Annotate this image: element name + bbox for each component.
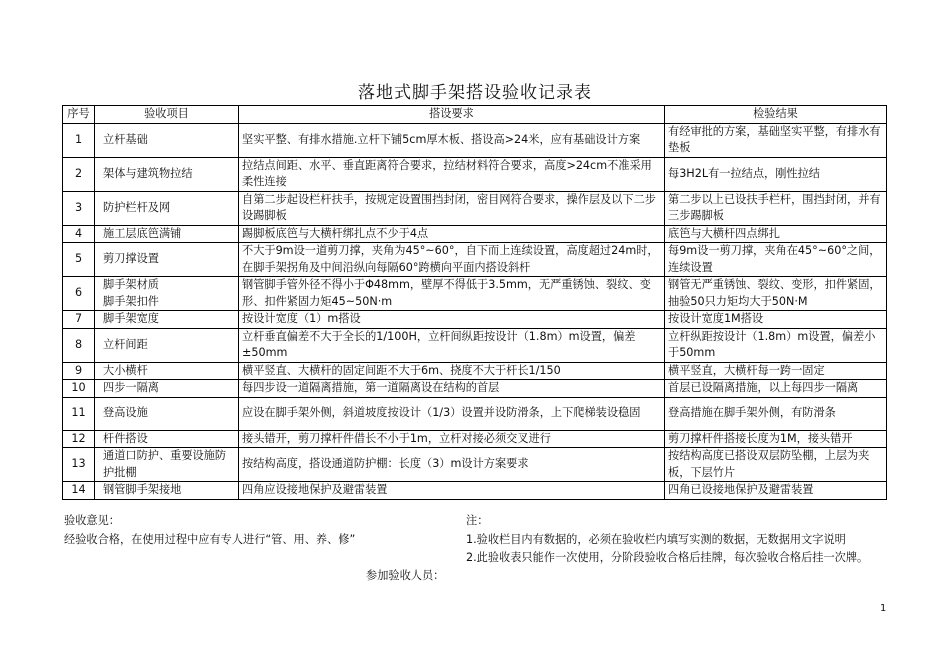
header-requirement: 搭设要求 bbox=[239, 106, 665, 124]
table-header-row bbox=[63, 106, 887, 124]
cell-requirement: 四角应设接地保护及避雷装置 bbox=[239, 482, 665, 500]
cell-requirement: 接头错开，剪刀撑杆件借长不小于1m，立杆对接必须交叉进行 bbox=[239, 430, 665, 448]
opinion-label: 验收意见： bbox=[64, 514, 120, 527]
cell-no: 10 bbox=[63, 380, 95, 398]
cell-requirement: 自第二步起设栏杆扶手，按规定设置围挡封闭，密目网符合要求，操作层及以下二步设踢脚板 bbox=[239, 191, 665, 225]
cell-no: 1 bbox=[63, 123, 95, 157]
cell-result: 按设计宽度1M搭设 bbox=[665, 311, 887, 329]
opinion-section bbox=[64, 512, 454, 549]
cell-requirement: 应设在脚手架外侧，斜道坡度按设计（1/3）设置并设防滑条，上下爬梯装设稳固 bbox=[239, 397, 665, 430]
cell-item: 脚手架材质 脚手架扣件 bbox=[95, 277, 239, 311]
cell-item: 立杆间距 bbox=[95, 328, 239, 362]
cell-result: 四角已设接地保护及避雷装置 bbox=[665, 482, 887, 500]
cell-result: 首层已设隔离措施，以上每四步一隔离 bbox=[665, 380, 887, 398]
cell-no: 7 bbox=[63, 311, 95, 329]
cell-no: 11 bbox=[63, 397, 95, 430]
table-row bbox=[63, 123, 887, 157]
table-row bbox=[63, 311, 887, 329]
cell-item: 钢管脚手架接地 bbox=[95, 482, 239, 500]
cell-result: 按结构高度已搭设双层防坠棚，上层为夹板，下层竹片 bbox=[665, 448, 887, 482]
cell-no: 5 bbox=[63, 243, 95, 277]
table-row bbox=[63, 397, 887, 430]
cell-no: 12 bbox=[63, 430, 95, 448]
cell-requirement: 拉结点间距、水平、垂直距离符合要求，拉结材料符合要求，高度>24cm不准采用柔性连接 bbox=[239, 157, 665, 191]
cell-requirement: 横平竖直、大横杆的固定间距不大于6m、挠度不大于杆长1/150 bbox=[239, 362, 665, 380]
table-row bbox=[63, 328, 887, 362]
note-2: 2.此验收表只能作一次使用，分阶段验收合格后挂牌，每次验收合格后挂一次牌。 bbox=[466, 551, 869, 564]
notes-section bbox=[466, 512, 886, 568]
cell-result: 每9m设一剪刀撑，夹角在45°~60°之间，连续设置 bbox=[665, 243, 887, 277]
cell-requirement: 钢管脚手管外径不得小于Φ48mm，壁厚不得低于3.5mm，无严重锈蚀、裂纹、变形、扣件紧固力矩45~50N·m bbox=[239, 277, 665, 311]
table-row bbox=[63, 448, 887, 482]
table-row bbox=[63, 362, 887, 380]
table-row bbox=[63, 243, 887, 277]
signer-label: 参加验收人员： bbox=[366, 569, 445, 582]
cell-item: 大小横杆 bbox=[95, 362, 239, 380]
page-number: 1 bbox=[880, 603, 887, 614]
cell-result: 有经审批的方案，基础坚实平整，有排水有垫板 bbox=[665, 123, 887, 157]
cell-requirement: 踢脚板底笆与大横杆绑扎点不少于4点 bbox=[239, 225, 665, 243]
cell-no: 2 bbox=[63, 157, 95, 191]
table-row bbox=[63, 191, 887, 225]
cell-requirement: 立杆垂直偏差不大于全长的1/100H，立杆间纵距按设计（1.8m）m设置，偏差±50mm bbox=[239, 328, 665, 362]
cell-result: 登高措施在脚手架外侧，有防滑条 bbox=[665, 397, 887, 430]
cell-result: 底笆与大横杆四点绑扎 bbox=[665, 225, 887, 243]
table-row bbox=[63, 430, 887, 448]
opinion-text: 经验收合格，在使用过程中应有专人进行“管、用、养、修” bbox=[64, 532, 356, 546]
cell-item: 架体与建筑物拉结 bbox=[95, 157, 239, 191]
cell-item: 剪刀撑设置 bbox=[95, 243, 239, 277]
cell-item: 通道口防护、重要设施防护批棚 bbox=[95, 448, 239, 482]
table-row bbox=[63, 482, 887, 500]
cell-item: 杆件搭设 bbox=[95, 430, 239, 448]
cell-no: 3 bbox=[63, 191, 95, 225]
cell-item: 登高设施 bbox=[95, 397, 239, 430]
cell-requirement: 每四步设一道隔离措施，第一道隔离设在结构的首层 bbox=[239, 380, 665, 398]
cell-item: 施工层底笆满铺 bbox=[95, 225, 239, 243]
cell-result: 第二步以上已设扶手栏杆，围挡封闭，并有三步踢脚板 bbox=[665, 191, 887, 225]
cell-result: 钢管无严重锈蚀、裂纹、变形，扣件紧固，抽验50只力矩均大于50N·M bbox=[665, 277, 887, 311]
cell-no: 6 bbox=[63, 277, 95, 311]
cell-no: 8 bbox=[63, 328, 95, 362]
cell-item: 防护栏杆及网 bbox=[95, 191, 239, 225]
header-no: 序号 bbox=[63, 106, 95, 124]
cell-requirement: 按结构高度，搭设通道防护棚：长度（3）m设计方案要求 bbox=[239, 448, 665, 482]
table-row bbox=[63, 277, 887, 311]
cell-no: 4 bbox=[63, 225, 95, 243]
inspection-table bbox=[62, 105, 887, 500]
header-item: 验收项目 bbox=[95, 106, 239, 124]
header-result: 检验结果 bbox=[665, 106, 887, 124]
cell-requirement: 不大于9m设一道剪刀撑，夹角为45°~60°，自下而上连续设置，高度超过24m时，在脚手架拐角及中间沿纵向每隔60°跨横向平面内搭设斜杆 bbox=[239, 243, 665, 277]
table-row bbox=[63, 380, 887, 398]
cell-result: 横平竖直，大横杆每一跨一固定 bbox=[665, 362, 887, 380]
cell-no: 13 bbox=[63, 448, 95, 482]
note-1: 1.验收栏目内有数据的，必须在验收栏内填写实测的数据，无数据用文字说明 bbox=[466, 532, 846, 546]
cell-item: 四步一隔离 bbox=[95, 380, 239, 398]
cell-item: 立杆基础 bbox=[95, 123, 239, 157]
cell-no: 14 bbox=[63, 482, 95, 500]
cell-no: 9 bbox=[63, 362, 95, 380]
cell-requirement: 坚实平整、有排水措施.立杆下铺5cm厚木板、搭设高>24米，应有基础设计方案 bbox=[239, 123, 665, 157]
cell-result: 立杆纵距按设计（1.8m）m设置，偏差小于50mm bbox=[665, 328, 887, 362]
table-row bbox=[63, 157, 887, 191]
table-row bbox=[63, 225, 887, 243]
cell-item: 脚手架宽度 bbox=[95, 311, 239, 329]
cell-result: 每3H2L有一拉结点，刚性拉结 bbox=[665, 157, 887, 191]
document-title: 落地式脚手架搭设验收记录表 bbox=[358, 83, 592, 103]
cell-result: 剪刀撑杆件搭接长度为1M，接头错开 bbox=[665, 430, 887, 448]
cell-requirement: 按设计宽度（1）m搭设 bbox=[239, 311, 665, 329]
notes-label: 注： bbox=[466, 514, 489, 527]
